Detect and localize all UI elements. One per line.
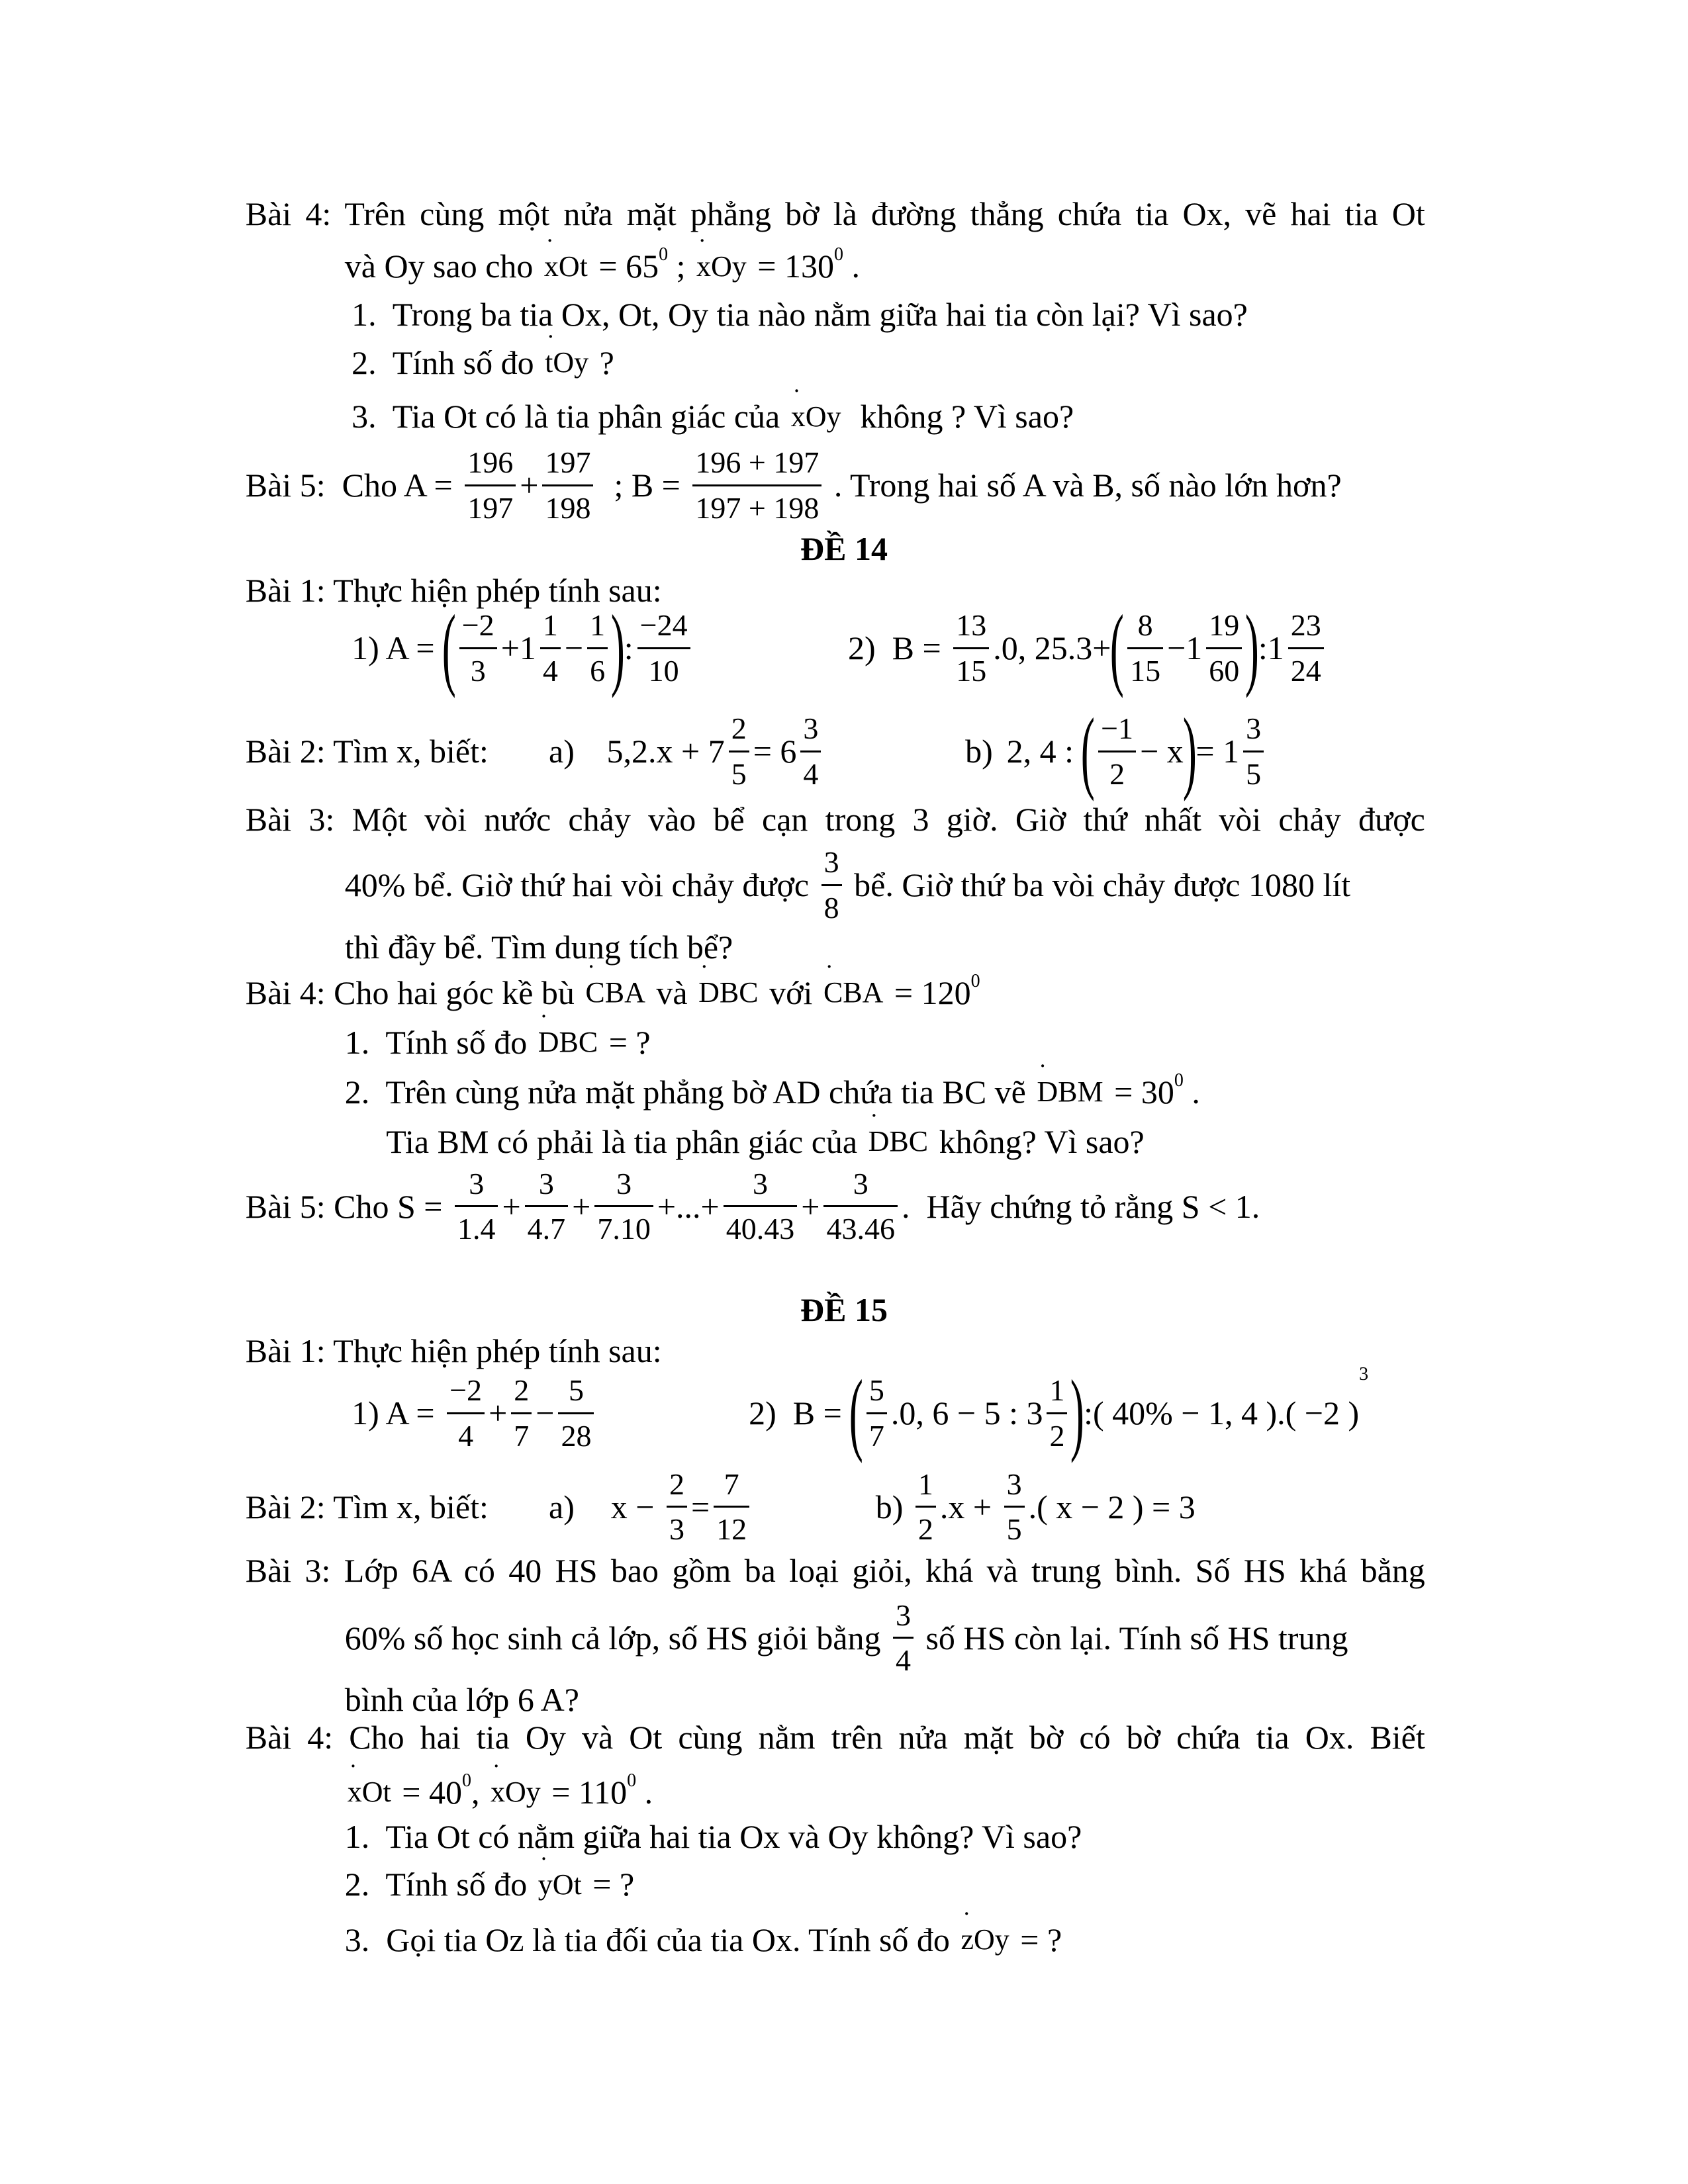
text-line (611, 1465, 753, 1549)
fraction (525, 1165, 569, 1248)
denominator: 4 (895, 1643, 911, 1678)
text-segment: = 65 (590, 248, 659, 285)
text-segment: Bài 1: Thực hiện phép tính sau: (245, 1332, 662, 1370)
text-segment: . (636, 1773, 653, 1811)
text-segment: 1. Trong ba tia Ox, Ot, Oy tia nào nằm giữa hai tia còn lại? Vì sao? (352, 295, 1248, 333)
text-segment: + (520, 467, 539, 504)
fraction (542, 443, 593, 527)
text-segment: và (647, 974, 696, 1011)
text-segment: ? (591, 343, 614, 381)
text-segment: .( x − 2 ) = 3 (1028, 1488, 1196, 1525)
fraction (800, 709, 821, 793)
fraction-bar (455, 1205, 498, 1207)
right-parenthesis: ) (610, 596, 625, 699)
superscript: 0 (970, 970, 980, 991)
denominator: 15 (1130, 653, 1161, 688)
text-segment: −1 (1167, 629, 1203, 666)
text-segment: − (564, 629, 584, 666)
text-segment: Bài 3: Một vòi nước chảy vào bể cạn trong 3 giờ. Giờ thứ nhất vòi chảy được (245, 800, 1425, 838)
text-line (344, 244, 860, 285)
text-segment: bình của lớp 6 A? (344, 1681, 579, 1719)
numerator: 3 (616, 1166, 632, 1201)
denominator: 5 (731, 756, 747, 791)
text-segment: 2. Tính số đo (344, 1866, 536, 1903)
fraction-bar (729, 751, 749, 752)
fraction-bar (1243, 751, 1264, 752)
text-segment: a) (549, 1488, 575, 1525)
text-line (246, 195, 1425, 233)
text-line (246, 1551, 1425, 1590)
angle-notation: ˙ xOy (791, 400, 841, 433)
text-segment: − (536, 1394, 555, 1432)
text-segment: Tia BM có phải là tia phân giác của (386, 1122, 866, 1160)
text-segment: Bài 3: Lớp 6A có 40 HS bao gồm ba loại giỏi, khá và trung bình. Số HS khá bằng (245, 1551, 1425, 1589)
text-segment: bể. Giờ thứ ba vòi chảy được 1080 lít (845, 866, 1351, 904)
denominator: 6 (590, 653, 606, 688)
text-segment: 60% số học sinh cả lớp, số HS giỏi bằng (344, 1619, 889, 1657)
text-line (246, 1488, 489, 1526)
fraction (455, 1165, 498, 1248)
denominator: 28 (561, 1418, 592, 1453)
fraction (447, 1371, 485, 1455)
text-segment: + (801, 1187, 820, 1225)
numerator: 196 + 197 (695, 445, 820, 480)
superscript: 3 (1359, 1364, 1369, 1385)
numerator: 8 (1137, 608, 1153, 642)
angle-notation: ˙ DBC (698, 976, 758, 1009)
angle-notation: ˙ DBC (538, 1025, 598, 1059)
fraction (540, 606, 561, 690)
text-line (345, 1680, 579, 1719)
numerator: 5 (568, 1373, 584, 1408)
fraction-bar (1206, 647, 1242, 649)
text-line (607, 709, 825, 793)
text-segment: Bài 4: Trên cùng một nửa mặt phẳng bờ là đường thẳng chứa tia Ox, vẽ hai tia Ot (245, 195, 1425, 233)
text-line (246, 800, 1425, 839)
text-segment: + (572, 1187, 591, 1225)
fraction (1098, 709, 1136, 793)
section-heading (0, 1291, 1688, 1329)
text-segment: x − (610, 1488, 663, 1525)
text-segment: = 6 (753, 733, 797, 770)
superscript: 0 (1174, 1069, 1184, 1091)
text-line (549, 732, 575, 770)
fraction (1004, 1465, 1025, 1549)
denominator: 197 + 198 (695, 490, 820, 525)
fraction-bar (637, 647, 690, 649)
fraction-bar (823, 1205, 898, 1207)
denominator: 5 (1246, 756, 1262, 791)
denominator: 7 (514, 1418, 530, 1453)
numerator: 1 (542, 608, 558, 642)
denominator: 1.4 (457, 1212, 496, 1246)
denominator: 2 (1049, 1418, 1065, 1453)
text-segment: . (1183, 1073, 1200, 1111)
text-segment: Bài 5: Cho S = (245, 1187, 451, 1225)
fraction-bar (953, 647, 989, 649)
text-segment: 2) B = (749, 1394, 851, 1432)
denominator: 5 (1006, 1512, 1022, 1547)
text-line (345, 1817, 1082, 1856)
fraction-bar (540, 647, 561, 649)
angle-notation: ˙ xOt (544, 250, 588, 283)
text-segment: :( 40% − 1, 4 ).( −2 ) (1084, 1394, 1360, 1432)
fraction (1288, 606, 1324, 690)
text-segment: . (843, 248, 860, 285)
text-segment: − x (1140, 733, 1184, 770)
denominator: 15 (956, 653, 987, 688)
denominator: 4 (458, 1418, 474, 1453)
fraction-bar (915, 1506, 936, 1508)
fraction (915, 1465, 936, 1549)
text-segment: +...+ (657, 1187, 720, 1225)
angle-notation: ˙ CBA (585, 976, 645, 1009)
numerator: 23 (1290, 608, 1321, 642)
denominator: 40.43 (726, 1212, 795, 1246)
text-segment: Bài 4: Cho hai tia Oy và Ot cùng nằm trên nửa mặt bờ có bờ chứa tia Ox. Biết (245, 1719, 1425, 1756)
text-segment: ĐỀ 15 (800, 1291, 888, 1328)
angle-notation: ˙ DBM (1037, 1075, 1103, 1109)
text-segment: số HS còn lại. Tính số HS trung (917, 1619, 1348, 1657)
numerator: 3 (853, 1166, 868, 1201)
fraction-bar (714, 1506, 749, 1508)
right-parenthesis: ) (1070, 1361, 1085, 1465)
numerator: −2 (461, 608, 494, 642)
text-line (345, 843, 1350, 927)
text-line (344, 1069, 1200, 1111)
denominator: 4 (803, 756, 819, 791)
text-segment: 5,2.x + 7 (606, 733, 725, 770)
text-line (965, 732, 993, 770)
fraction-bar (459, 647, 497, 649)
fraction-bar (465, 484, 516, 486)
text-segment: a) (549, 733, 575, 770)
numerator: 196 (467, 445, 514, 480)
fraction (587, 606, 608, 690)
text-line (848, 596, 1328, 699)
superscript: 0 (461, 1770, 471, 1791)
text-segment: và Oy sao cho (344, 248, 541, 285)
numerator: 13 (956, 608, 987, 642)
angle-notation: ˙ tOy (545, 345, 588, 379)
text-segment: với (761, 974, 821, 1011)
denominator: 4 (542, 653, 558, 688)
fraction (692, 443, 821, 527)
text-segment: .0, 25.3+ (993, 629, 1111, 666)
text-line (246, 443, 1342, 527)
text-segment: Bài 1: Thực hiện phép tính sau: (245, 571, 662, 609)
fraction-bar (1288, 647, 1324, 649)
fraction (1047, 1371, 1067, 1455)
fraction (667, 1465, 687, 1549)
fraction-bar (1047, 1412, 1067, 1414)
text-segment: = 120 (886, 974, 971, 1011)
fraction-bar (558, 1412, 594, 1414)
text-segment: 1) A = (352, 1394, 444, 1432)
fraction-bar (724, 1205, 798, 1207)
fraction (511, 1371, 532, 1455)
left-parenthesis: ( (1081, 700, 1096, 803)
denominator: 7 (868, 1418, 884, 1453)
text-segment: 2, 4 : (1006, 733, 1082, 770)
text-segment: : (624, 629, 633, 666)
fraction-bar (692, 484, 821, 486)
text-segment: Bài 4: Cho hai góc kề bù (245, 974, 583, 1011)
text-line (352, 1371, 598, 1455)
numerator: 1 (1049, 1373, 1065, 1408)
numerator: 2 (731, 711, 747, 746)
fraction (724, 1165, 798, 1248)
text-segment: 3. Tia Ot có là tia phân giác của (352, 398, 788, 435)
text-segment: 2. Tính số đo (352, 343, 543, 381)
text-segment: không? Vì sao? (931, 1122, 1145, 1160)
numerator: −24 (639, 608, 688, 642)
text-segment: .x + (939, 1488, 1000, 1525)
denominator: 198 (545, 490, 591, 525)
denominator: 3 (669, 1512, 684, 1547)
denominator: 2 (917, 1512, 933, 1547)
text-line (386, 1122, 1145, 1161)
text-line (345, 1865, 634, 1903)
fraction (637, 606, 690, 690)
fraction-bar (594, 1205, 653, 1207)
section-heading (0, 529, 1688, 568)
fraction (1243, 709, 1264, 793)
numerator: 5 (868, 1373, 884, 1408)
text-segment: = ? (600, 1023, 651, 1061)
fraction (823, 1165, 898, 1248)
fraction-bar (447, 1412, 485, 1414)
numerator: 3 (753, 1166, 769, 1201)
numerator: 197 (545, 445, 591, 480)
text-segment: Bài 2: Tìm x, biết: (245, 1488, 489, 1525)
fraction (1206, 606, 1242, 690)
text-segment: ; (668, 248, 694, 285)
text-line (246, 1332, 662, 1370)
numerator: 3 (895, 1598, 911, 1632)
text-segment: . Trong hai số A và B, số nào lớn hơn? (825, 467, 1342, 504)
text-line (246, 732, 489, 770)
text-segment: .0, 6 − 5 : 3 (890, 1394, 1043, 1432)
fraction-bar (893, 1637, 914, 1639)
denominator: 10 (648, 653, 679, 688)
angle-notation: ˙ xOt (348, 1775, 391, 1809)
denominator: 4.7 (527, 1212, 566, 1246)
fraction-bar (1098, 751, 1136, 752)
text-line (1006, 700, 1268, 803)
text-line (345, 1921, 1062, 1959)
fraction-bar (587, 647, 608, 649)
text-line (246, 1165, 1260, 1248)
text-line (549, 1488, 575, 1526)
text-segment: 40% bể. Giờ thứ hai vòi chảy được (344, 866, 818, 904)
text-segment: = ? (584, 1866, 635, 1903)
superscript: 0 (834, 244, 843, 265)
text-segment: không ? Vì sao? (843, 398, 1074, 435)
numerator: 2 (514, 1373, 530, 1408)
text-segment: = (690, 1488, 710, 1525)
text-segment: ĐỀ 14 (800, 530, 888, 568)
text-segment: 1. Tính số đo (344, 1023, 536, 1061)
text-segment: , (471, 1773, 488, 1811)
text-line (345, 928, 733, 966)
fraction-bar (800, 751, 821, 752)
fraction-bar (667, 1506, 687, 1508)
fraction (714, 1465, 749, 1549)
text-segment: b) (965, 733, 993, 770)
fraction-bar (542, 484, 593, 486)
angle-notation: ˙ CBA (823, 976, 883, 1009)
text-line (246, 1718, 1425, 1756)
text-segment: . Hãy chứng tỏ rằng S < 1. (901, 1187, 1260, 1225)
numerator: 2 (669, 1467, 684, 1501)
fraction (459, 606, 497, 690)
numerator: 3 (803, 711, 819, 746)
numerator: 1 (917, 1467, 933, 1501)
numerator: −1 (1101, 711, 1134, 746)
superscript: 0 (659, 244, 669, 265)
left-parenthesis: ( (1110, 596, 1125, 699)
fraction-bar (511, 1412, 532, 1414)
left-parenthesis: ( (442, 596, 456, 699)
numerator: 1 (590, 608, 606, 642)
denominator: 8 (823, 890, 839, 925)
text-segment: +1 (500, 629, 536, 666)
text-segment: thì đầy bể. Tìm dung tích bể? (344, 929, 733, 966)
fraction (953, 606, 989, 690)
denominator: 24 (1290, 653, 1321, 688)
numerator: 3 (469, 1166, 485, 1201)
text-segment: 1) A = (352, 629, 444, 666)
fraction (594, 1165, 653, 1248)
fraction-bar (525, 1205, 569, 1207)
text-line (876, 1465, 1196, 1549)
text-line (352, 343, 614, 382)
denominator: 43.46 (826, 1212, 895, 1246)
numerator: 7 (724, 1467, 739, 1501)
numerator: 3 (1006, 1467, 1022, 1501)
fraction (893, 1596, 914, 1680)
text-segment: = ? (1011, 1921, 1062, 1958)
fraction-bar (1004, 1506, 1025, 1508)
text-segment: 3. Gọi tia Oz là tia đối của tia Ox. Tính số đo (344, 1921, 959, 1958)
fraction (821, 843, 842, 927)
angle-notation: ˙ xOy (696, 250, 747, 283)
angle-notation: ˙ zOy (961, 1923, 1009, 1956)
fraction (465, 443, 516, 527)
text-segment: = 40 (393, 1773, 462, 1811)
text-line (245, 970, 980, 1012)
angle-notation: ˙ DBC (868, 1124, 928, 1158)
right-parenthesis: ) (1182, 700, 1197, 803)
denominator: 12 (716, 1512, 747, 1547)
text-segment: Bài 5: Cho A = (245, 467, 461, 504)
text-line (352, 295, 1248, 334)
text-segment: = 30 (1105, 1073, 1174, 1111)
text-line (352, 397, 1074, 435)
text-line (345, 1770, 653, 1811)
fraction (867, 1371, 887, 1455)
fraction-bar (867, 1412, 887, 1414)
text-line (345, 1596, 1348, 1680)
fraction (729, 709, 749, 793)
text-segment: + (489, 1394, 508, 1432)
text-segment: 1. Tia Ot có nằm giữa hai tia Ox và Oy không? Vì sao? (344, 1817, 1082, 1855)
denominator: 7.10 (597, 1212, 651, 1246)
text-line (345, 1023, 651, 1062)
fraction (1127, 606, 1163, 690)
text-segment: b) (875, 1488, 912, 1525)
numerator: −2 (449, 1373, 483, 1408)
fraction (558, 1371, 594, 1455)
denominator: 60 (1209, 653, 1240, 688)
right-parenthesis: ) (1245, 596, 1260, 699)
denominator: 2 (1109, 756, 1125, 791)
text-segment: Bài 2: Tìm x, biết: (245, 733, 489, 770)
text-segment: 2. Trên cùng nửa mặt phẳng bờ AD chứa tia BC vẽ (344, 1073, 1035, 1111)
text-segment: ; B = (597, 467, 689, 504)
text-line (352, 596, 694, 699)
text-segment: :1 (1258, 629, 1284, 666)
numerator: 19 (1209, 608, 1240, 642)
angle-notation: ˙ yOt (538, 1868, 582, 1901)
denominator: 3 (470, 653, 486, 688)
text-line (749, 1361, 1369, 1465)
fraction-bar (821, 884, 842, 886)
denominator: 197 (467, 490, 514, 525)
text-segment: 2) B = (848, 629, 950, 666)
numerator: 3 (823, 845, 839, 880)
text-segment: + (502, 1187, 521, 1225)
fraction-bar (1127, 647, 1163, 649)
numerator: 3 (1246, 711, 1262, 746)
angle-notation: ˙ xOy (491, 1775, 541, 1809)
numerator: 3 (538, 1166, 554, 1201)
text-segment: = 130 (749, 248, 834, 285)
text-segment: = 110 (543, 1773, 628, 1811)
superscript: 0 (627, 1770, 637, 1791)
text-segment: = 1 (1196, 733, 1240, 770)
left-parenthesis: ( (849, 1361, 864, 1465)
